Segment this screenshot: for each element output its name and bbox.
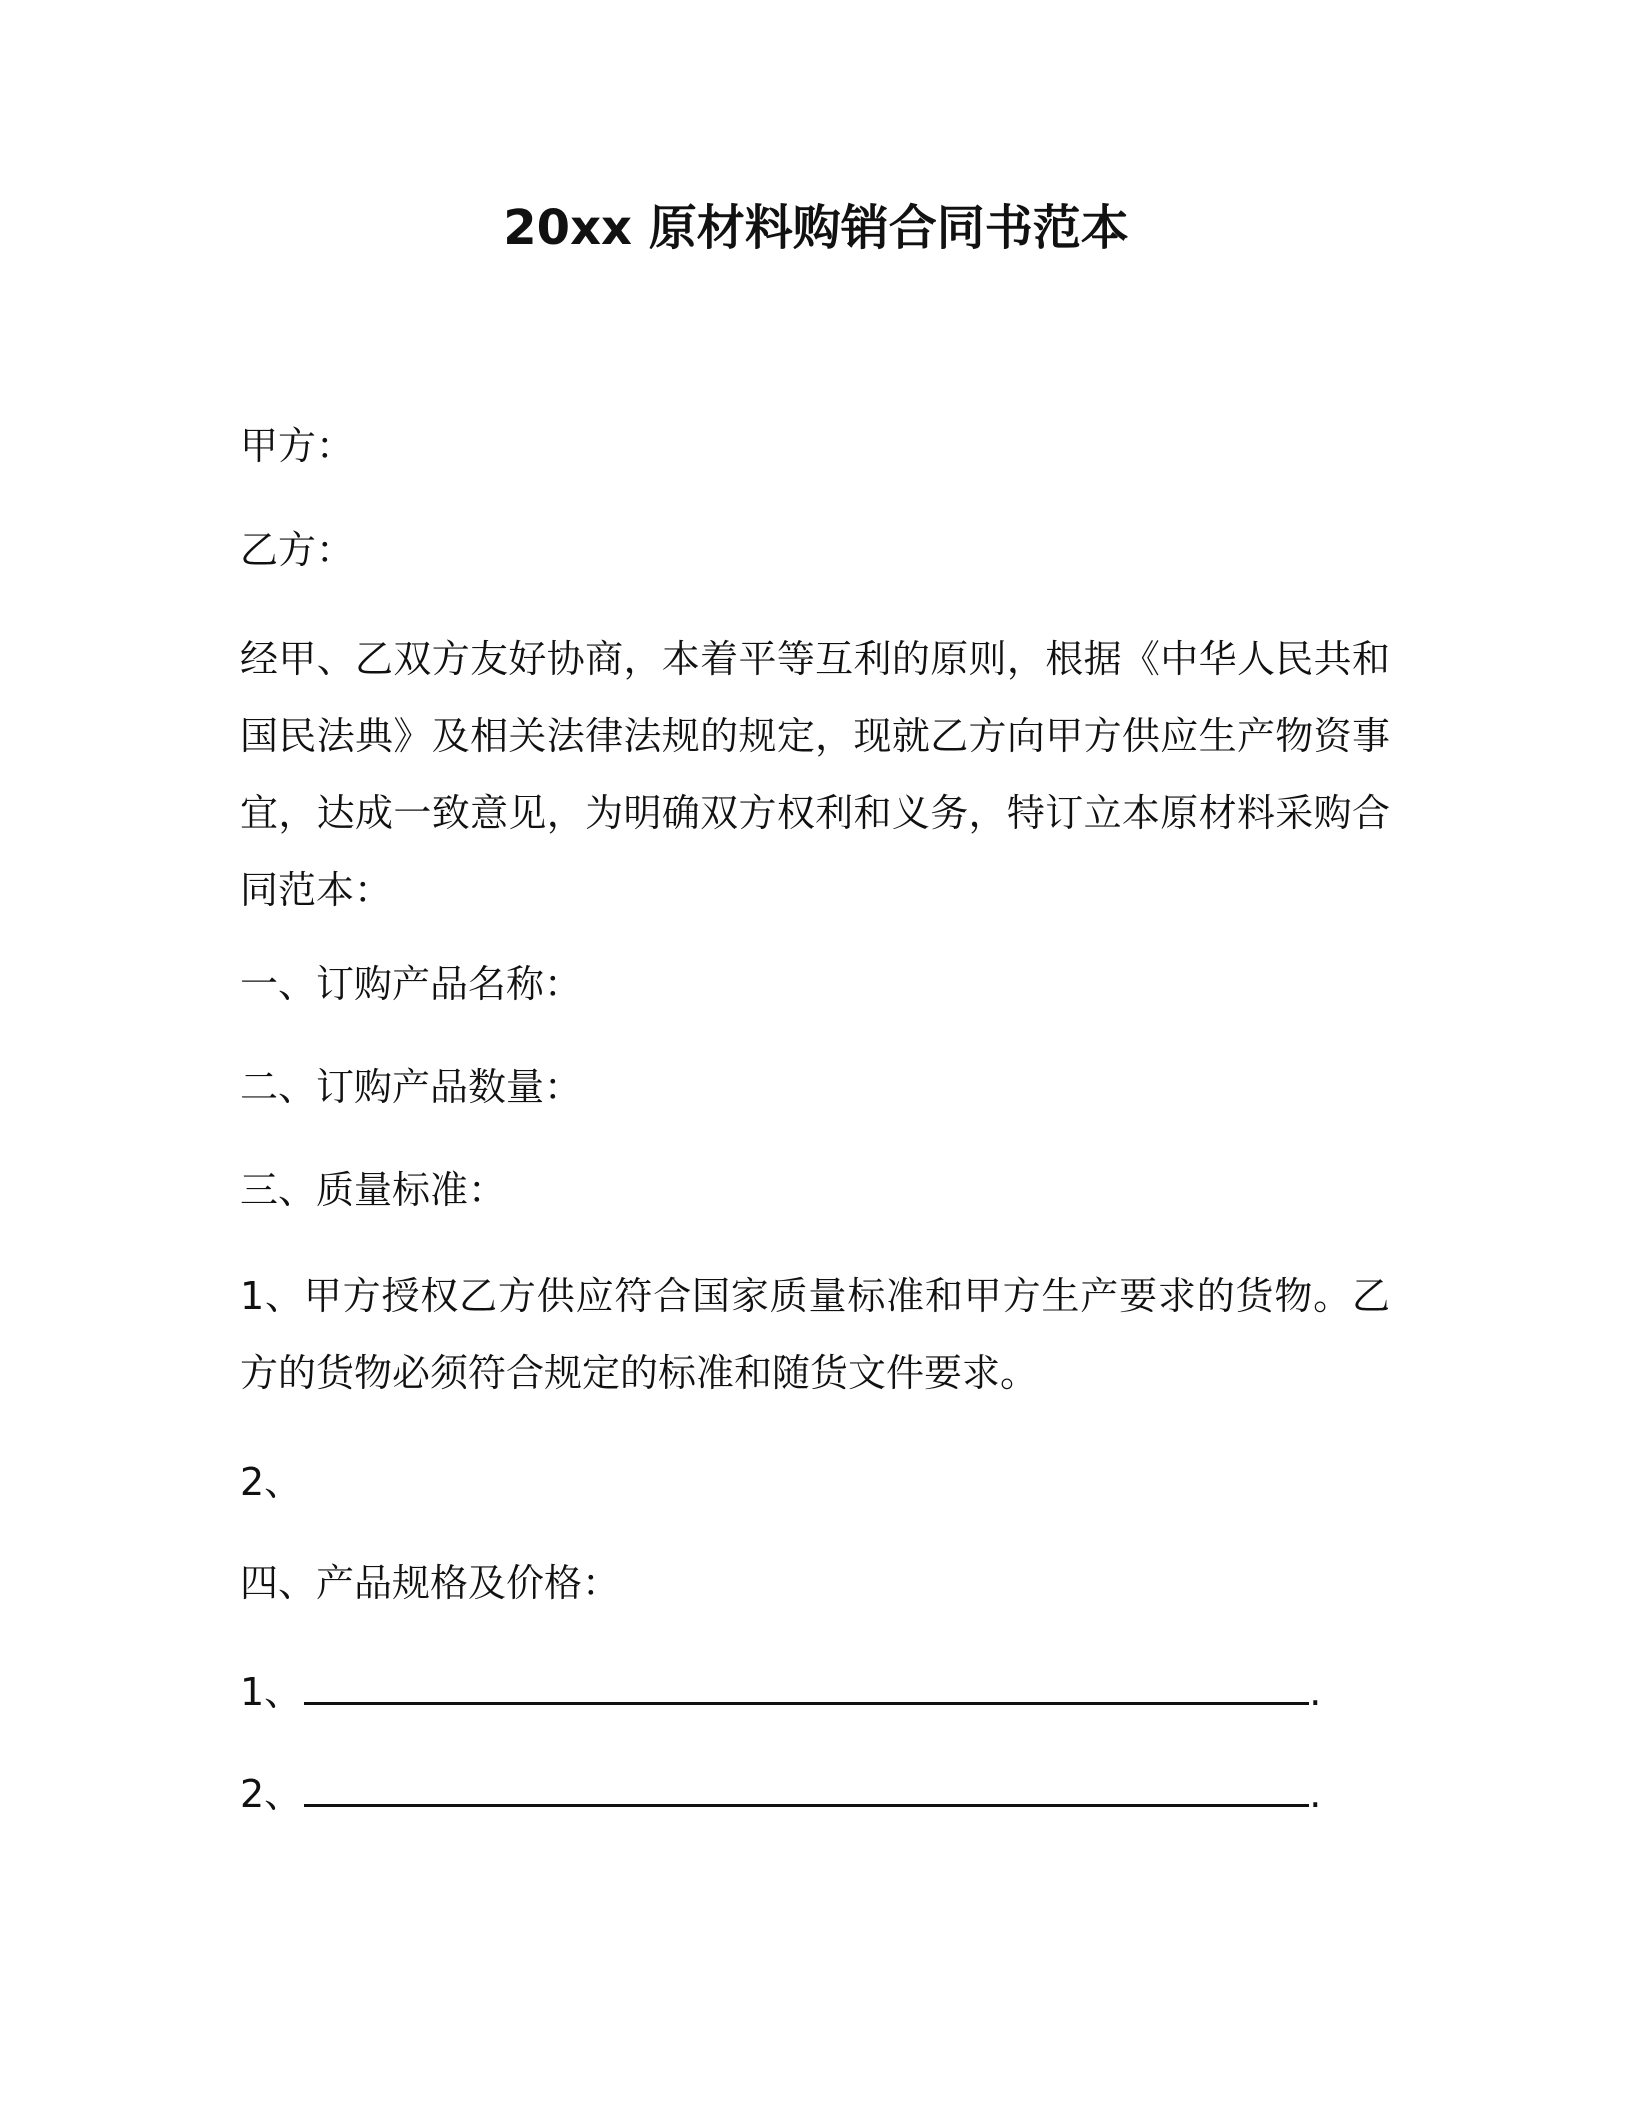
party-a-label: 甲方： [240, 424, 355, 468]
section-product-name: 一、订购产品名称： [240, 962, 583, 1006]
section-spec-price: 四、产品规格及价格： [240, 1561, 621, 1605]
spec-item-2 [240, 1764, 1321, 1820]
intro-paragraph: 经甲、乙双方友好协商，本着平等互利的原则，根据《中华人民共和国民法典》及相关法律法规的规定，现就乙方向甲方供应生产物资事宜，达成一致意见，为明确双方权利和义务，特订立本原材料采购合同范本： [240, 637, 1390, 912]
quality-item-2: 2、 [240, 1460, 303, 1504]
spec-item-2-label: 2、 [240, 1772, 303, 1816]
spec-item-1 [240, 1662, 1321, 1718]
spec-item-1-blank-line[interactable] [304, 1662, 1309, 1705]
quality-item-1: 1、甲方授权乙方供应符合国家质量标准和甲方生产要求的货物。乙方的货物必须符合规定的标准和随货文件要求。 [240, 1274, 1390, 1395]
spec-item-2-blank-line[interactable] [304, 1764, 1309, 1807]
spec-item-2-end: . [1309, 1772, 1322, 1816]
section-quality-standard: 三、质量标准： [240, 1168, 507, 1212]
document-title: 20xx 原材料购销合同书范本 [503, 200, 1129, 256]
section-product-quantity: 二、订购产品数量： [240, 1065, 583, 1109]
party-b-label: 乙方： [240, 528, 355, 572]
spec-item-1-end: . [1309, 1670, 1322, 1714]
spec-item-1-label: 1、 [240, 1670, 303, 1714]
